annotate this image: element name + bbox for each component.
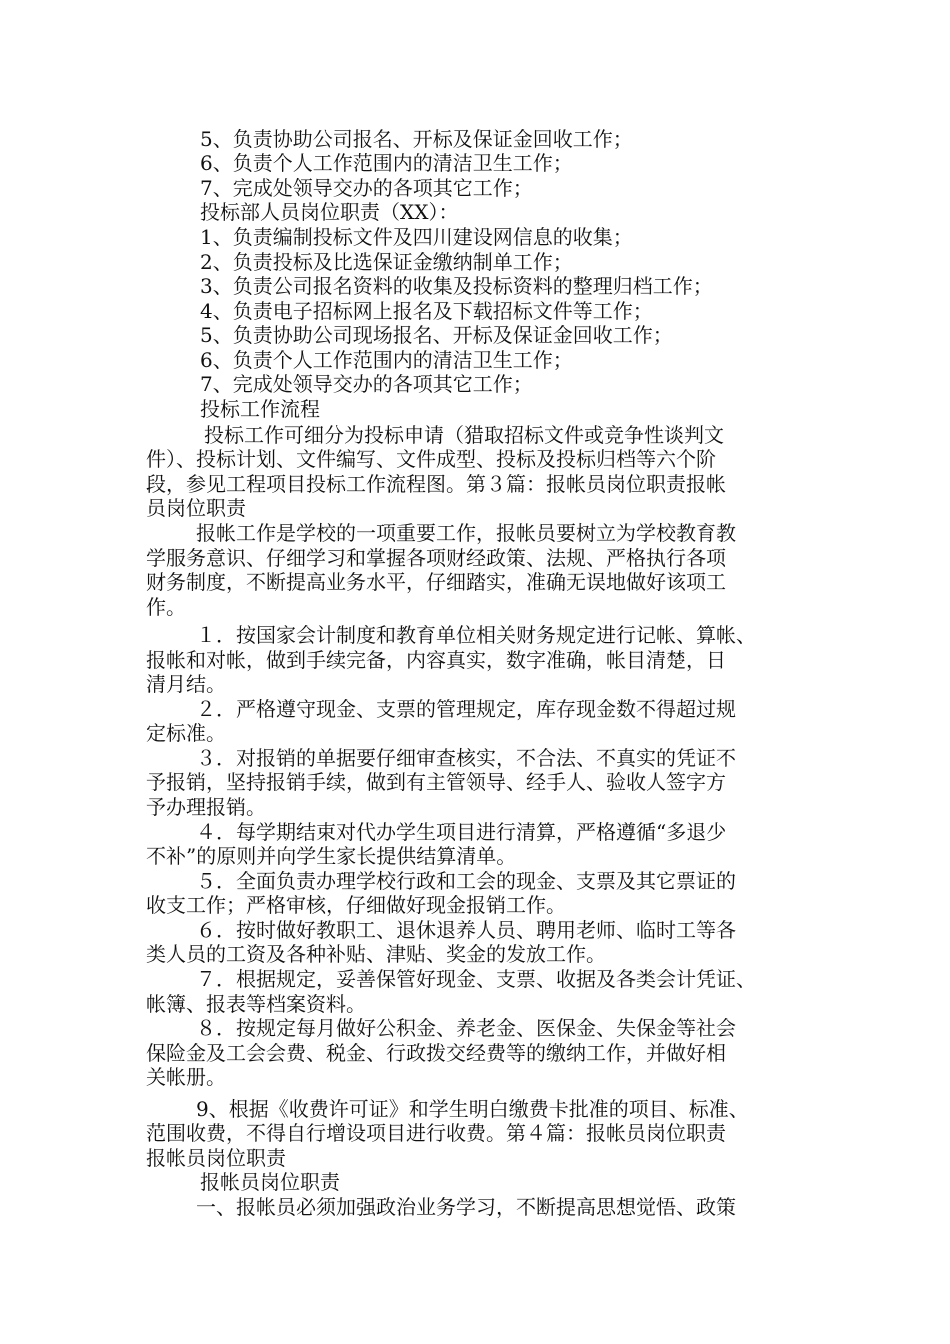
text-line: 财务制度，不断提高业务水平，仔细踏实，准确无误地做好该项工 (146, 570, 726, 594)
text-line: 一、报帐员必须加强政治业务学习，不断提高思想觉悟、政策 (196, 1195, 736, 1219)
text-line: 6、负责个人工作范围内的清洁卫生工作； (200, 151, 573, 175)
text-line: 学服务意识、仔细学习和掌握各项财经政策、法规、严格执行各项 (146, 546, 726, 570)
text-line: 1、负责编制投标文件及四川建设网信息的收集； (200, 225, 633, 249)
text-line: 投标工作可细分为投标申请（猎取招标文件或竞争性谈判文 (204, 423, 724, 447)
section-heading: 报帐员岗位职责 (200, 1170, 340, 1194)
text-line: 段，参见工程项目投标工作流程图。第３篇：报帐员岗位职责报帐 (146, 472, 726, 496)
text-line: ８．按规定每月做好公积金、养老金、医保金、失保金等社会 (196, 1016, 736, 1040)
text-line: 收支工作；严格审核，仔细做好现金报销工作。 (146, 893, 566, 917)
section-heading: 投标工作流程 (200, 397, 320, 421)
text-line: 4、负责电子招标网上报名及下载招标文件等工作； (200, 299, 653, 323)
text-line: ６．按时做好教职工、退休退养人员、聘用老师、临时工等各 (196, 918, 736, 942)
text-line: ３．对报销的单据要仔细审查核实，不合法、不真实的凭证不 (196, 746, 736, 770)
text-line: 类人员的工资及各种补贴、津贴、奖金的发放工作。 (146, 942, 606, 966)
text-line: 3、负责公司报名资料的收集及投标资料的整理归档工作； (200, 274, 713, 298)
text-line: 9、根据《收费许可证》和学生明白缴费卡批准的项目、标准、 (196, 1097, 749, 1121)
text-line: 报帐工作是学校的一项重要工作，报帐员要树立为学校教育教 (196, 521, 736, 545)
text-line: 予报销，坚持报销手续，做到有主管领导、经手人、验收人签字方 (146, 770, 726, 794)
text-line: 保险金及工会会费、税金、行政拨交经费等的缴纳工作，并做好相 (146, 1041, 726, 1065)
text-line: 清月结。 (146, 672, 226, 696)
text-line: 定标准。 (146, 721, 226, 745)
text-line: 报帐和对帐，做到手续完备，内容真实，数字准确，帐目清楚，日 (146, 648, 726, 672)
text-line: 关帐册。 (146, 1065, 226, 1089)
text-line: 帐簿、报表等档案资料。 (146, 992, 366, 1016)
text-line: 件）、投标计划、文件编写、文件成型、投标及投标归档等六个阶 (146, 447, 716, 471)
text-line: 7、完成处领导交办的各项其它工作； (200, 372, 533, 396)
text-line: 予办理报销。 (146, 795, 266, 819)
text-line: 不补”的原则并向学生家长提供结算清单。 (146, 844, 517, 868)
text-line: 作。 (146, 595, 186, 619)
text-line: 员岗位职责 (146, 496, 246, 520)
text-line: 5、负责协助公司现场报名、开标及保证金回收工作； (200, 323, 673, 347)
text-line: 投标部人员岗位职责（XX）： (200, 200, 459, 224)
text-line: 7、完成处领导交办的各项其它工作； (200, 176, 533, 200)
text-line: 报帐员岗位职责 (146, 1146, 286, 1170)
text-line: 5、负责协助公司报名、开标及保证金回收工作； (200, 127, 633, 151)
text-line: ２．严格遵守现金、支票的管理规定，库存现金数不得超过规 (196, 697, 736, 721)
text-line: ４．每学期结束对代办学生项目进行清算，严格遵循“多退少 (196, 820, 727, 844)
text-line: 2、负责投标及比选保证金缴纳制单工作； (200, 250, 573, 274)
text-line: １．按国家会计制度和教育单位相关财务规定进行记帐、算帐、 (196, 623, 756, 647)
text-line: 6、负责个人工作范围内的清洁卫生工作； (200, 348, 573, 372)
text-line: ５．全面负责办理学校行政和工会的现金、支票及其它票证的 (196, 869, 736, 893)
text-line: 范围收费，不得自行增设项目进行收费。第４篇：报帐员岗位职责 (146, 1121, 726, 1145)
text-line: ７．根据规定，妥善保管好现金、支票、收据及各类会计凭证、 (196, 967, 756, 991)
